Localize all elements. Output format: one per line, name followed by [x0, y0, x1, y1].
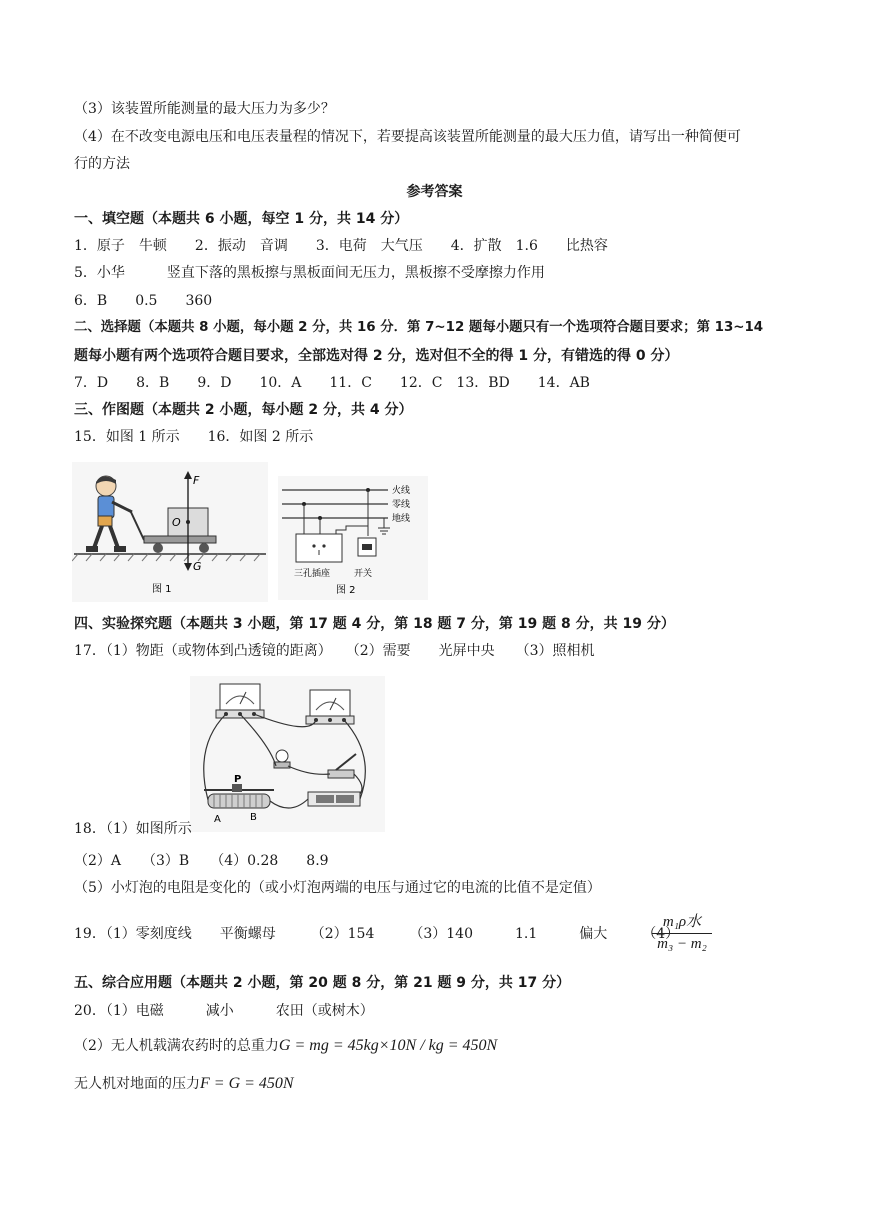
battery [308, 792, 360, 806]
terminal-label-a: A [214, 814, 221, 825]
question-20-part2-text: （2）无人机载满农药时的总重力 [74, 1038, 279, 1054]
question-18-part5: （5）小灯泡的电阻是变化的（或小灯泡两端的电压与通过它的电流的比值不是定值） [74, 880, 601, 896]
section-1-heading: 一、填空题（本题共 6 小题，每空 1 分，共 14 分） [74, 211, 409, 227]
voltmeter [216, 684, 264, 718]
fraction-numerator: m₁ρ水 [662, 914, 702, 930]
section-3-answers: 15．如图 1 所示 16．如图 2 所示 [74, 429, 314, 445]
cart-wheel-left [153, 543, 163, 553]
figure-2 [278, 476, 428, 600]
neutral-wire-label: 零线 [392, 500, 411, 510]
answers-title: 参考答案 [406, 184, 463, 200]
cart-wheel-right [199, 543, 209, 553]
figure-2-caption: 图 2 [336, 585, 356, 596]
section-2-answers: 7．D 8．B 9．D 10．A 11．C 12．C 13．BD 14．AB [74, 375, 590, 391]
question-4-line2: 行的方法 [74, 156, 130, 172]
section-1-line3: 6．B 0.5 360 [74, 293, 213, 309]
section-3-heading: 三、作图题（本题共 2 小题，每小题 2 分，共 4 分） [74, 402, 413, 418]
figure-18-circuit [190, 676, 385, 832]
terminal-label-b: B [250, 812, 257, 823]
ammeter [306, 690, 354, 724]
fraction-denominator: m₃ − m₂ [657, 936, 707, 952]
fraction-bar [652, 933, 712, 934]
question-19: 19．（1）零刻度线 平衡螺母 （2）154 （3）140 1.1 偏大 （4） [74, 926, 680, 942]
figure-1-caption: 图 1 [152, 584, 172, 595]
section-2-heading-line1: 二、选择题（本题共 8 小题，每小题 2 分，共 16 分．第 7~12 题每小题只有一个选项符合题目要求；第 13~14 [74, 320, 764, 335]
center-point [186, 520, 190, 524]
section-2-heading-line2: 题每小题有两个选项符合题目要求，全部选对得 2 分，选对但不全的得 1 分，有错选的得 0 分） [74, 348, 679, 364]
weight-equation: G = mg = 45kg×10N / kg = 450N [278, 1037, 498, 1054]
center-label: O [172, 516, 181, 529]
switch-label: 开关 [354, 569, 373, 579]
socket-label: 三孔插座 [294, 569, 331, 579]
question-20-part3 [74, 1074, 294, 1094]
section-4-heading: 四、实验探究题（本题共 3 小题，第 17 题 4 分，第 18 题 7 分，第 19 题 8 分，共 19 分） [74, 616, 675, 632]
question-4-line1: （4）在不改变电源电压和电压表量程的情况下，若要提高该装置所能测量的最大压力值，请写出一种简便可 [74, 129, 741, 145]
question-18-parts2-4: （2）A （3）B （4）0.28 8.9 [74, 853, 329, 869]
cart-platform [144, 536, 216, 543]
slider-label-p: P [234, 774, 242, 785]
pressure-equation: F = G = 450N [200, 1075, 294, 1092]
question-3: （3）该装置所能测量的最大压力为多少？ [74, 101, 335, 117]
figure-1 [72, 462, 268, 602]
question-20-part3-text: 无人机对地面的压力 [74, 1076, 200, 1092]
section-5-heading: 五、综合应用题（本题共 2 小题，第 20 题 8 分，第 21 题 9 分，共 17 分） [74, 975, 571, 991]
question-20-part1: 20．（1）电磁 减小 农田（或树木） [74, 1003, 374, 1019]
section-1-line2: 5．小华 竖直下落的黑板擦与黑板面间无压力，黑板擦不受摩擦力作用 [74, 265, 545, 281]
question-18-part1: 18．（1）如图所示 [74, 821, 192, 837]
section-1-line1: 1．原子 牛顿 2．振动 音调 3．电荷 大气压 4．扩散 1.6 比热容 [74, 238, 608, 254]
ground-wire-label: 地线 [392, 514, 411, 524]
question-19-fraction [652, 910, 712, 953]
live-wire-label: 火线 [392, 486, 411, 496]
three-hole-socket [296, 534, 342, 562]
question-20-part2 [74, 1036, 497, 1056]
force-up-label: F [193, 474, 200, 487]
force-down-label: G [193, 560, 202, 573]
question-17: 17．（1）物距（或物体到凸透镜的距离） （2）需要 光屏中央 （3）照相机 [74, 643, 595, 659]
